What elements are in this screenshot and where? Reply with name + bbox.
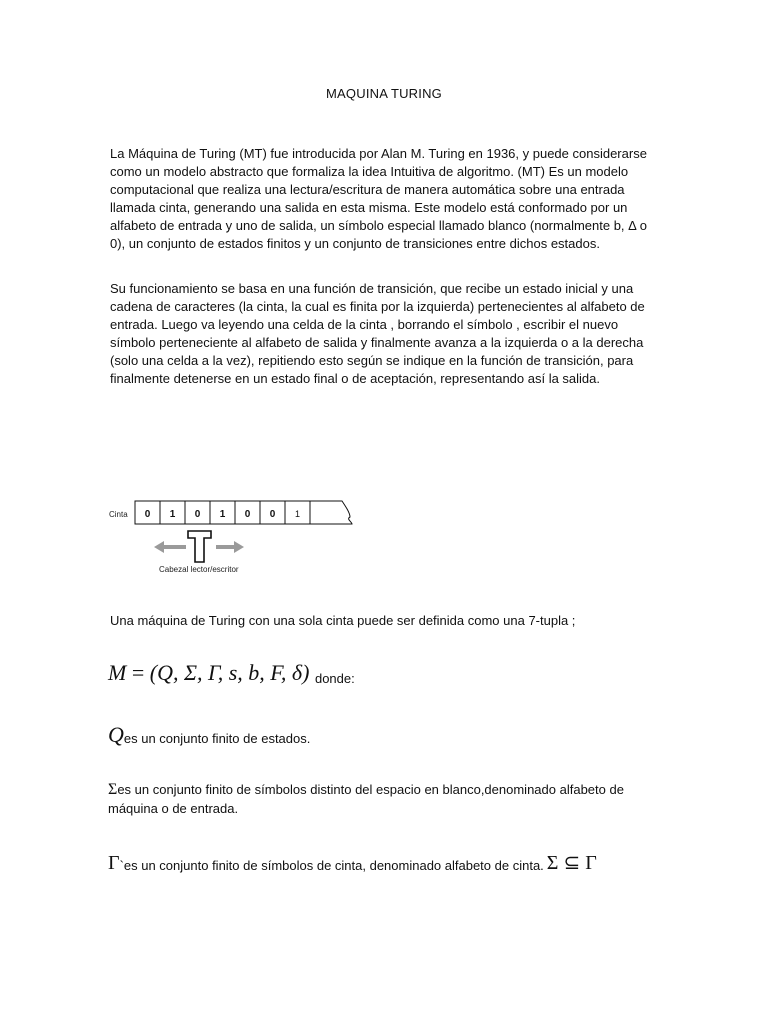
subset-relation: Σ ⊆ Γ [546, 852, 597, 874]
tape-cell-symbol: 0 [244, 509, 251, 520]
definition-gamma [108, 850, 597, 875]
tape-cell-symbol: 1 [169, 509, 176, 520]
read-write-head-icon [188, 531, 211, 562]
gamma-symbol: Γ [108, 852, 120, 874]
sigma-symbol: Σ [108, 781, 118, 798]
tape-diagram-svg [106, 496, 366, 580]
q-definition-text: es un conjunto finito de estados. [123, 731, 311, 746]
operation-paragraph: Su funcionamiento se basa en una función de transición, que recibe un estado inicial y una cadena de caracteres (la cinta, la cual es finita por la izquierda) pertenecientes al alfabeto de entrada. Luego va leyendo una celda de la cinta , borrando el símbolo , escribir el nuevo símbolo perteneciente al alfabeto de salida y finalmente avanza a la izquierda o a la derecha (solo una celda a la vez), repitiendo esto según se indique en la función de transición, para finalmente detenerse en un estado final o de aceptación, representando así la salida. [110, 281, 645, 386]
tape-label: Cinta [109, 510, 128, 519]
head-label: Cabezal lector/escritor [159, 565, 239, 574]
q-symbol: Q [108, 722, 124, 747]
tuple-formula [108, 660, 355, 696]
gamma-definition-text: `es un conjunto finito de símbolos de cinta, denominado alfabeto de cinta. [119, 858, 544, 873]
tape-torn-end [310, 501, 352, 524]
tape-cell-symbol: 0 [269, 509, 276, 520]
sigma-definition-text: es un conjunto finito de símbolos distinto del espacio en blanco,denominado alfabeto de máquina o de entrada. [108, 782, 624, 816]
right-arrow-icon [216, 541, 244, 553]
intro-paragraph: La Máquina de Turing (MT) fue introducida por Alan M. Turing en 1936, y puede considerarse como un modelo abstracto que formaliza la idea Intuitiva de algoritmo. (MT) Es un modelo computacional que realiza una lectura/escritura de manera automática sobre una entrada llamada cinta, generando una salida en esta misma. Este modelo está conformado por un alfabeto de entrada y uno de salida, un símbolo especial llamado blanco (normalmente b, Δ o 0), un conjunto de estados finitos y un conjunto de transiciones entre dichos estados. [110, 146, 647, 251]
turing-tape-diagram [106, 496, 366, 580]
formula-equals: = [131, 660, 145, 685]
definition-sigma [108, 780, 668, 818]
page-title: MAQUINA TURING [326, 86, 442, 101]
formula-lhs: M [108, 660, 127, 685]
tape-cell-symbol: 0 [194, 509, 201, 520]
tape-cell-symbol: 1 [219, 509, 226, 520]
tape-cell-symbol: 1 [294, 509, 301, 519]
tuple-sentence: Una máquina de Turing con una sola cinta puede ser definida como una 7-tupla ; [110, 613, 576, 628]
definition-q [108, 722, 310, 748]
tape-cell-symbol: 0 [144, 509, 151, 520]
formula-tuple: (Q, Σ, Γ, s, b, F, δ) [149, 660, 310, 685]
left-arrow-icon [154, 541, 186, 553]
formula-suffix: donde: [314, 671, 355, 686]
